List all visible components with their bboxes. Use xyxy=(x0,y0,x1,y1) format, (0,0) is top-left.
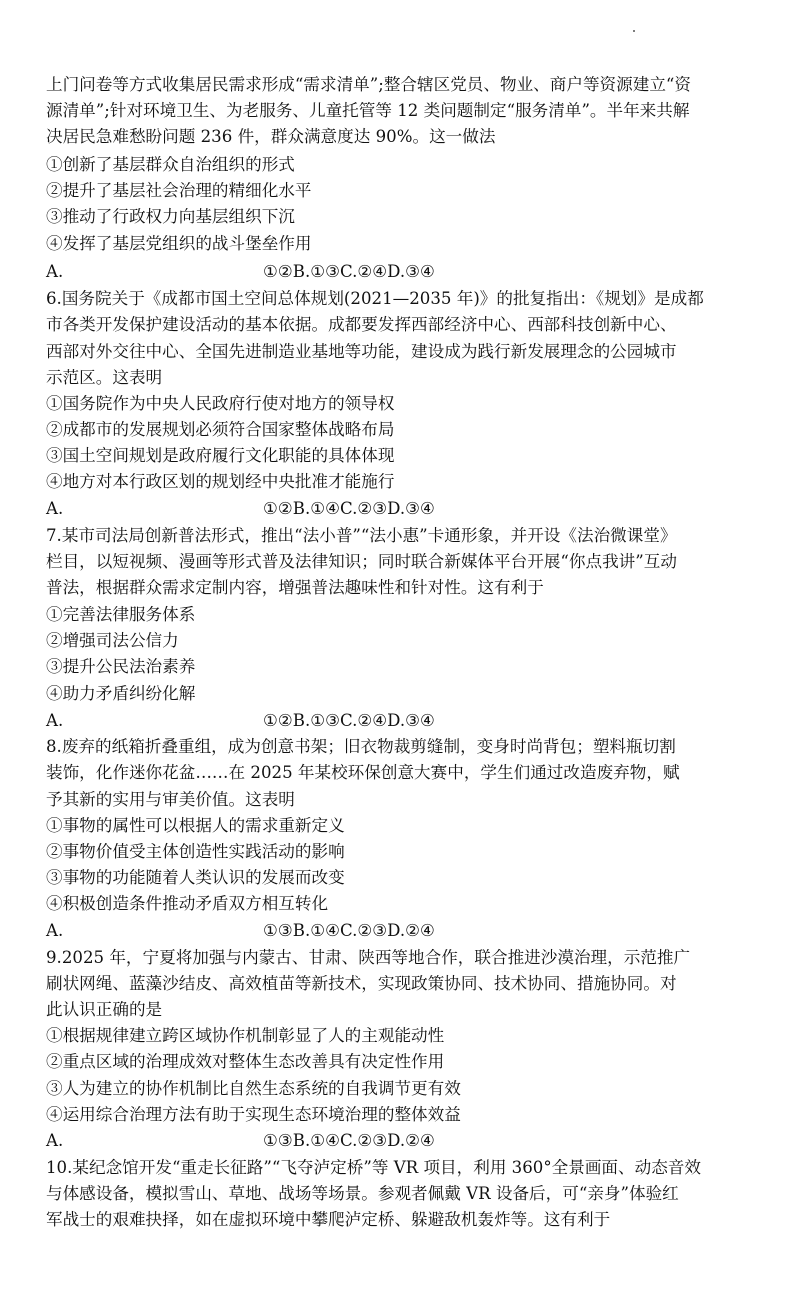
q7-options: ①②B.①③C.②④D.③④ xyxy=(263,711,435,730)
q8-options: ①③B.①④C.②③D.②④ xyxy=(263,921,435,940)
q9-statement-2: ②重点区域的治理成效对整体生态改善具有决定性作用 xyxy=(46,1052,445,1071)
q6-statement-3: ③国土空间规划是政府履行文化职能的具体体现 xyxy=(46,446,395,465)
q6-stem-line-1: 6.国务院关于《成都市国土空间总体规划(2021—2035 年)》的批复指出：《规划》是成都 xyxy=(46,289,704,308)
q8-option-a-label: A. xyxy=(46,921,64,940)
q9-statement-4: ④运用综合治理方法有助于实现生态环境治理的整体效益 xyxy=(46,1105,461,1124)
q6-stem-line-3: 西部对外交往中心、全国先进制造业基地等功能，建设成为践行新发展理念的公园城市 xyxy=(46,342,677,361)
q8-stem-line-3: 予其新的实用与审美价值。这表明 xyxy=(46,790,295,809)
q8-stem-line-1: 8.废弃的纸箱折叠重组，成为创意书架；旧衣物裁剪缝制，变身时尚背包；塑料瓶切割 xyxy=(46,737,676,756)
q5-stem-line-1: 上门问卷等方式收集居民需求形成“需求清单”;整合辖区党员、物业、商户等资源建立“资 xyxy=(46,75,692,94)
q5-option-a-label: A. xyxy=(46,262,64,281)
q6-options: ①②B.①④C.②③D.③④ xyxy=(263,499,435,518)
q9-option-a-label: A. xyxy=(46,1131,64,1150)
q8-stem-line-2: 装饰，化作迷你花盆……在 2025 年某校环保创意大赛中，学生们通过改造废弃物，赋 xyxy=(46,763,680,782)
scan-speck xyxy=(633,30,635,32)
q9-statement-1: ①根据规律建立跨区域协作机制彰显了人的主观能动性 xyxy=(46,1026,445,1045)
q10-stem-line-3: 军战士的艰难抉择，如在虚拟环境中攀爬泸定桥、躲避敌机轰炸等。这有利于 xyxy=(46,1210,611,1229)
q5-options: ①②B.①③C.②④D.③④ xyxy=(263,262,435,281)
q6-statement-4: ④地方对本行政区划的规划经中央批准才能施行 xyxy=(46,472,395,491)
q5-stem-line-2: 源清单”;针对环境卫生、为老服务、儿童托管等 12 类问题制定“服务清单”。半年来共解 xyxy=(46,101,690,120)
q7-statement-3: ③提升公民法治素养 xyxy=(46,657,196,676)
q6-stem-line-2: 市各类开发保护建设活动的基本依据。成都要发挥西部经济中心、西部科技创新中心、 xyxy=(46,315,677,334)
q5-statement-4: ④发挥了基层党组织的战斗堡垒作用 xyxy=(46,234,312,253)
q6-statement-1: ①国务院作为中央人民政府行使对地方的领导权 xyxy=(46,394,395,413)
q6-statement-2: ②成都市的发展规划必须符合国家整体战略布局 xyxy=(46,420,395,439)
q7-stem-line-1: 7.某市司法局创新普法形式，推出“法小普”“法小惠”卡通形象，并开设《法治微课堂》 xyxy=(46,526,677,545)
q7-statement-1: ①完善法律服务体系 xyxy=(46,605,196,624)
q5-statement-3: ③推动了行政权力向基层组织下沉 xyxy=(46,207,295,226)
q7-option-a-label: A. xyxy=(46,711,64,730)
q7-stem-line-2: 栏目，以短视频、漫画等形式普及法律知识；同时联合新媒体平台开展“你点我讲”互动 xyxy=(46,552,677,571)
q5-statement-1: ①创新了基层群众自治组织的形式 xyxy=(46,155,295,174)
q9-stem-line-2: 刷状网绳、蓝藻沙结皮、高效植苗等新技术，实现政策协同、技术协同、措施协同。对 xyxy=(46,974,677,993)
q6-option-a-label: A. xyxy=(46,499,64,518)
q8-statement-2: ②事物价值受主体创造性实践活动的影响 xyxy=(46,842,345,861)
q9-options: ①③B.①④C.②③D.②④ xyxy=(263,1131,435,1150)
q7-statement-2: ②增强司法公信力 xyxy=(46,631,179,650)
q7-stem-line-3: 普法，根据群众需求定制内容，增强普法趣味性和针对性。这有利于 xyxy=(46,578,544,597)
q9-statement-3: ③人为建立的协作机制比自然生态系统的自我调节更有效 xyxy=(46,1079,461,1098)
q10-stem-line-4 xyxy=(46,1233,762,1259)
q8-statement-4: ④积极创造条件推动矛盾双方相互转化 xyxy=(46,894,329,913)
q9-stem-line-3: 此认识正确的是 xyxy=(46,1000,163,1019)
q7-statement-4: ④助力矛盾纠纷化解 xyxy=(46,684,196,703)
q5-statement-2: ②提升了基层社会治理的精细化水平 xyxy=(46,181,312,200)
q8-statement-3: ③事物的功能随着人类认识的发展而改变 xyxy=(46,868,345,887)
q9-stem-line-1: 9.2025 年，宁夏将加强与内蒙古、甘肃、陕西等地合作，联合推进沙漠治理，示范推广 xyxy=(46,948,691,967)
q10-stem-line-1: 10.某纪念馆开发“重走长征路”“飞夺泸定桥”等 VR 项目，利用 360°全景画面、动态音效 xyxy=(46,1158,701,1177)
q8-statement-1: ①事物的属性可以根据人的需求重新定义 xyxy=(46,816,345,835)
q10-stem-line-2: 与体感设备，模拟雪山、草地、战场等场景。参观者佩戴 VR 设备后，可“亲身”体验红 xyxy=(46,1184,679,1203)
q5-stem-line-3: 决居民急难愁盼问题 236 件，群众满意度达 90%。这一做法 xyxy=(46,127,496,146)
q6-stem-line-4: 示范区。这表明 xyxy=(46,368,163,387)
